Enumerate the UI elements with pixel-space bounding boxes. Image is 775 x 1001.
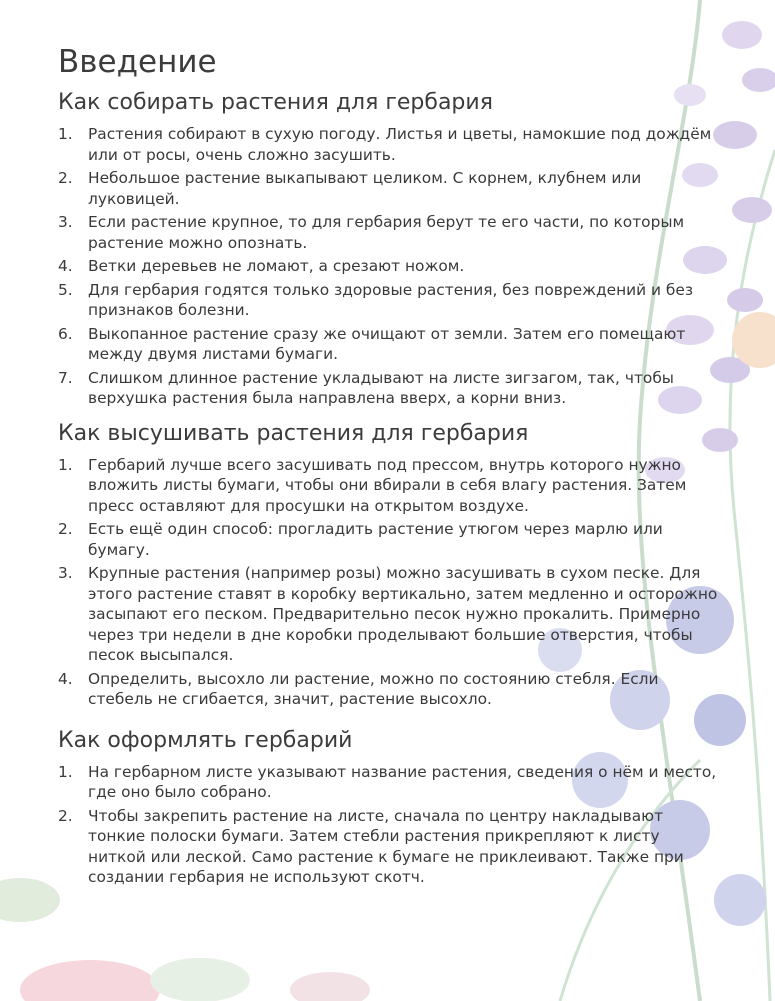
list-item — [58, 519, 718, 560]
list-item — [58, 762, 718, 803]
list-item — [58, 168, 718, 209]
list-design — [58, 762, 718, 888]
item-number: 3. — [58, 564, 73, 582]
item-text: Ветки деревьев не ломают, а срезают ножом. — [88, 257, 465, 275]
item-number: 6. — [58, 324, 73, 343]
plant-stem-2 — [730, 150, 775, 1001]
item-number: 2. — [58, 520, 73, 538]
item-text: Есть ещё один способ: прогладить растение утюгом через марлю или бумагу. — [88, 520, 663, 559]
list-item — [58, 455, 718, 517]
item-text: Гербарий лучше всего засушивать под прессом, внутрь которого нужно вложить листы бумаги, чтобы они вбирали в себя влагу растения. Затем пресс оставляют для просушки на открытом воздухе. — [88, 455, 687, 515]
item-text: На гербарном листе указывают название растения, сведения о нём и место, где оно было собрано. — [88, 762, 717, 801]
list-item — [58, 806, 718, 888]
item-number: 7. — [58, 368, 73, 387]
item-text: Слишком длинное растение укладывают на листе зигзагом, так, чтобы верхушка растения была направлена вверх, а корни вниз. — [88, 368, 674, 407]
list-item — [58, 368, 718, 409]
item-number: 2. — [58, 169, 73, 187]
list-item — [58, 256, 718, 277]
item-number: 1. — [58, 125, 73, 143]
list-dry — [58, 455, 718, 710]
item-text: Растения собирают в сухую погоду. Листья и цветы, намокшие под дождём или от росы, очень сложно засушить. — [88, 125, 712, 164]
item-text: Небольшое растение выкапывают целиком. С корнем, клубнем или луковицей. — [88, 169, 642, 208]
list-collect — [58, 124, 718, 409]
item-number: 1. — [58, 762, 73, 781]
section-heading-design: Как оформлять гербарий — [58, 727, 353, 753]
item-number: 5. — [58, 280, 73, 299]
list-item — [58, 563, 718, 666]
item-number: 2. — [58, 806, 73, 825]
item-text: Чтобы закрепить растение на листе, сначала по центру накладывают тонкие полоски бумаги. Затем стебли растения прикрепляют к листу ниткой или леской. Само растение к бумаге не приклеивают. Также при создании гербария не используют скотч. — [88, 806, 684, 886]
section-heading-dry: Как высушивать растения для гербария — [58, 420, 529, 446]
item-text: Крупные растения (например розы) можно засушивать в сухом песке. Для этого растение ставят в коробку вертикально, затем медленно и осторожно засыпают его песком. Предварительно песок нужно прокалить. Примерно через три недели в дне коробки проделывают большие отверстия, чтобы песок высыпался. — [88, 564, 718, 664]
list-item — [58, 280, 718, 321]
item-text: Если растение крупное, то для гербария берут те его части, по которым растение можно опознать. — [88, 213, 685, 252]
item-number: 4. — [58, 257, 73, 275]
list-item — [58, 324, 718, 365]
section-heading-collect: Как собирать растения для гербария — [58, 90, 493, 115]
page-content — [58, 40, 718, 888]
page-title: Введение — [58, 44, 217, 80]
list-item — [58, 212, 718, 253]
item-text: Для гербария годятся только здоровые растения, без повреждений и без признаков болезни. — [88, 280, 694, 319]
item-text: Определить, высохло ли растение, можно по состоянию стебля. Если стебель не сгибается, значит, растение высохло. — [88, 669, 659, 708]
item-number: 4. — [58, 669, 73, 688]
list-item — [58, 669, 718, 710]
item-text: Выкопанное растение сразу же очищают от земли. Затем его помещают между двумя листами бумаги. — [88, 324, 686, 363]
item-number: 3. — [58, 213, 73, 231]
list-item — [58, 124, 718, 165]
item-number: 1. — [58, 455, 73, 474]
